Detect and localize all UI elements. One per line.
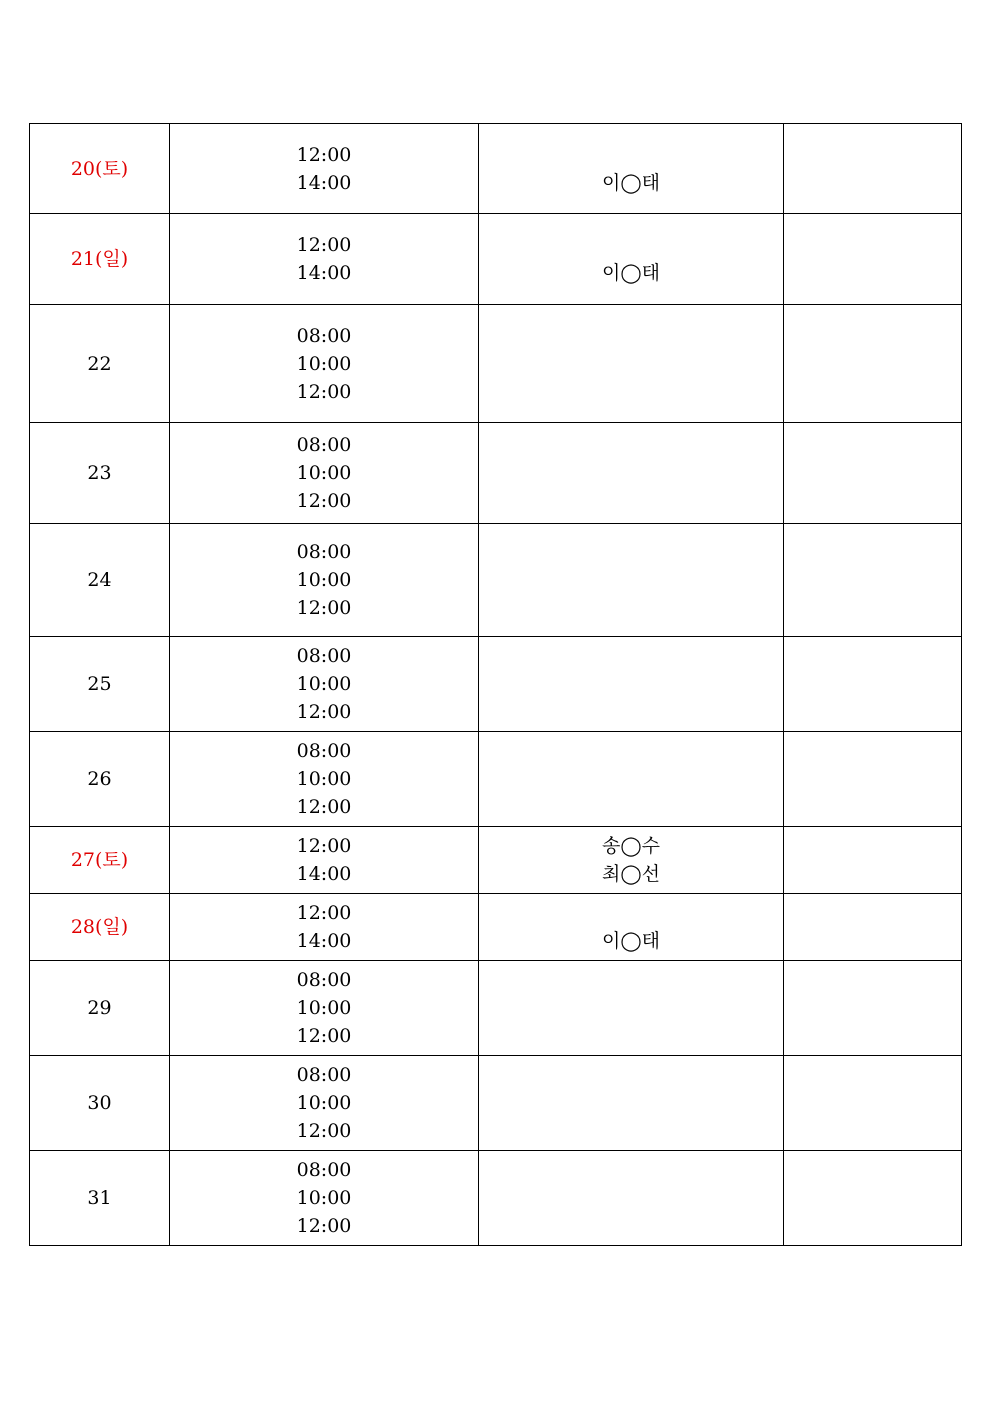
note-cell (784, 1056, 962, 1151)
time-cell (170, 827, 479, 894)
schedule-row (30, 1056, 962, 1151)
time-cell (170, 524, 479, 637)
name-cell (479, 124, 784, 214)
time-slot: 10:00 (296, 352, 352, 375)
assigned-name: 이◯태 (602, 171, 660, 194)
time-slot: 12:00 (296, 835, 352, 857)
date-cell: 25 (30, 637, 170, 732)
assigned-name (479, 141, 783, 169)
note-cell (784, 732, 962, 827)
schedule-row (30, 423, 962, 524)
time-slot: 10:00 (296, 569, 352, 591)
time-slot: 10:00 (296, 768, 352, 790)
schedule-row (30, 1151, 962, 1246)
time-cell (170, 423, 479, 524)
date-cell: 29 (30, 961, 170, 1056)
date-cell: 20(토) (30, 124, 170, 214)
schedule-row (30, 305, 962, 423)
note-cell (784, 961, 962, 1056)
assigned-name (479, 231, 783, 259)
name-cell (479, 894, 784, 961)
date-cell: 24 (30, 524, 170, 637)
time-slot: 12:00 (296, 796, 352, 818)
time-slot: 12:00 (296, 902, 352, 924)
note-cell (784, 827, 962, 894)
date-cell: 21(일) (30, 214, 170, 305)
time-slot: 08:00 (296, 434, 352, 456)
time-cell (170, 124, 479, 214)
time-cell (170, 305, 479, 423)
time-slot: 14:00 (296, 262, 352, 284)
time-slot: 08:00 (296, 969, 352, 991)
date-cell: 26 (30, 732, 170, 827)
time-slot: 10:00 (296, 462, 352, 484)
date-cell: 30 (30, 1056, 170, 1151)
assigned-name: 이◯태 (602, 262, 660, 284)
name-cell (479, 637, 784, 732)
note-cell (784, 524, 962, 637)
time-slot: 14:00 (296, 171, 352, 194)
schedule-row (30, 124, 962, 214)
time-slot: 08:00 (296, 541, 352, 563)
schedule-row (30, 827, 962, 894)
date-cell: 27(토) (30, 827, 170, 894)
assigned-name: 최◯선 (602, 863, 660, 885)
time-slot: 08:00 (296, 1159, 352, 1181)
time-cell (170, 1056, 479, 1151)
time-slot: 14:00 (296, 930, 352, 952)
schedule-row (30, 894, 962, 961)
note-cell (784, 894, 962, 961)
note-cell (784, 305, 962, 423)
time-slot: 08:00 (296, 645, 352, 667)
name-cell (479, 214, 784, 305)
date-cell: 23 (30, 423, 170, 524)
date-cell: 22 (30, 305, 170, 423)
name-cell (479, 305, 784, 423)
assigned-name: 이◯태 (602, 930, 660, 952)
time-slot: 12:00 (296, 701, 352, 723)
schedule-row (30, 637, 962, 732)
date-cell: 31 (30, 1151, 170, 1246)
time-cell (170, 214, 479, 305)
time-cell (170, 894, 479, 961)
name-cell (479, 1056, 784, 1151)
schedule-body (30, 124, 962, 1246)
assigned-name: 송◯수 (602, 835, 660, 857)
time-cell (170, 637, 479, 732)
time-slot: 10:00 (296, 997, 352, 1019)
time-slot: 12:00 (296, 380, 352, 403)
name-cell (479, 1151, 784, 1246)
time-slot: 10:00 (296, 673, 352, 695)
time-slot: 08:00 (296, 1064, 352, 1086)
time-slot: 12:00 (296, 1215, 352, 1237)
time-slot: 12:00 (296, 597, 352, 619)
assigned-name (479, 899, 783, 927)
schedule-row (30, 732, 962, 827)
name-cell (479, 732, 784, 827)
schedule-row (30, 961, 962, 1056)
time-slot: 08:00 (296, 740, 352, 762)
time-slot: 10:00 (296, 1092, 352, 1114)
note-cell (784, 214, 962, 305)
schedule-row (30, 214, 962, 305)
name-cell (479, 423, 784, 524)
time-cell (170, 732, 479, 827)
time-slot: 14:00 (296, 863, 352, 885)
time-slot: 08:00 (296, 324, 352, 347)
time-slot: 12:00 (296, 490, 352, 512)
time-slot: 12:00 (296, 1120, 352, 1142)
date-cell: 28(일) (30, 894, 170, 961)
time-slot: 12:00 (296, 1025, 352, 1047)
time-cell (170, 1151, 479, 1246)
name-cell (479, 524, 784, 637)
note-cell (784, 1151, 962, 1246)
name-cell (479, 827, 784, 894)
time-slot: 10:00 (296, 1187, 352, 1209)
name-cell (479, 961, 784, 1056)
note-cell (784, 637, 962, 732)
note-cell (784, 124, 962, 214)
schedule-row (30, 524, 962, 637)
time-slot: 12:00 (296, 143, 352, 166)
schedule-table (29, 123, 962, 1246)
time-slot: 12:00 (296, 234, 352, 256)
time-cell (170, 961, 479, 1056)
note-cell (784, 423, 962, 524)
